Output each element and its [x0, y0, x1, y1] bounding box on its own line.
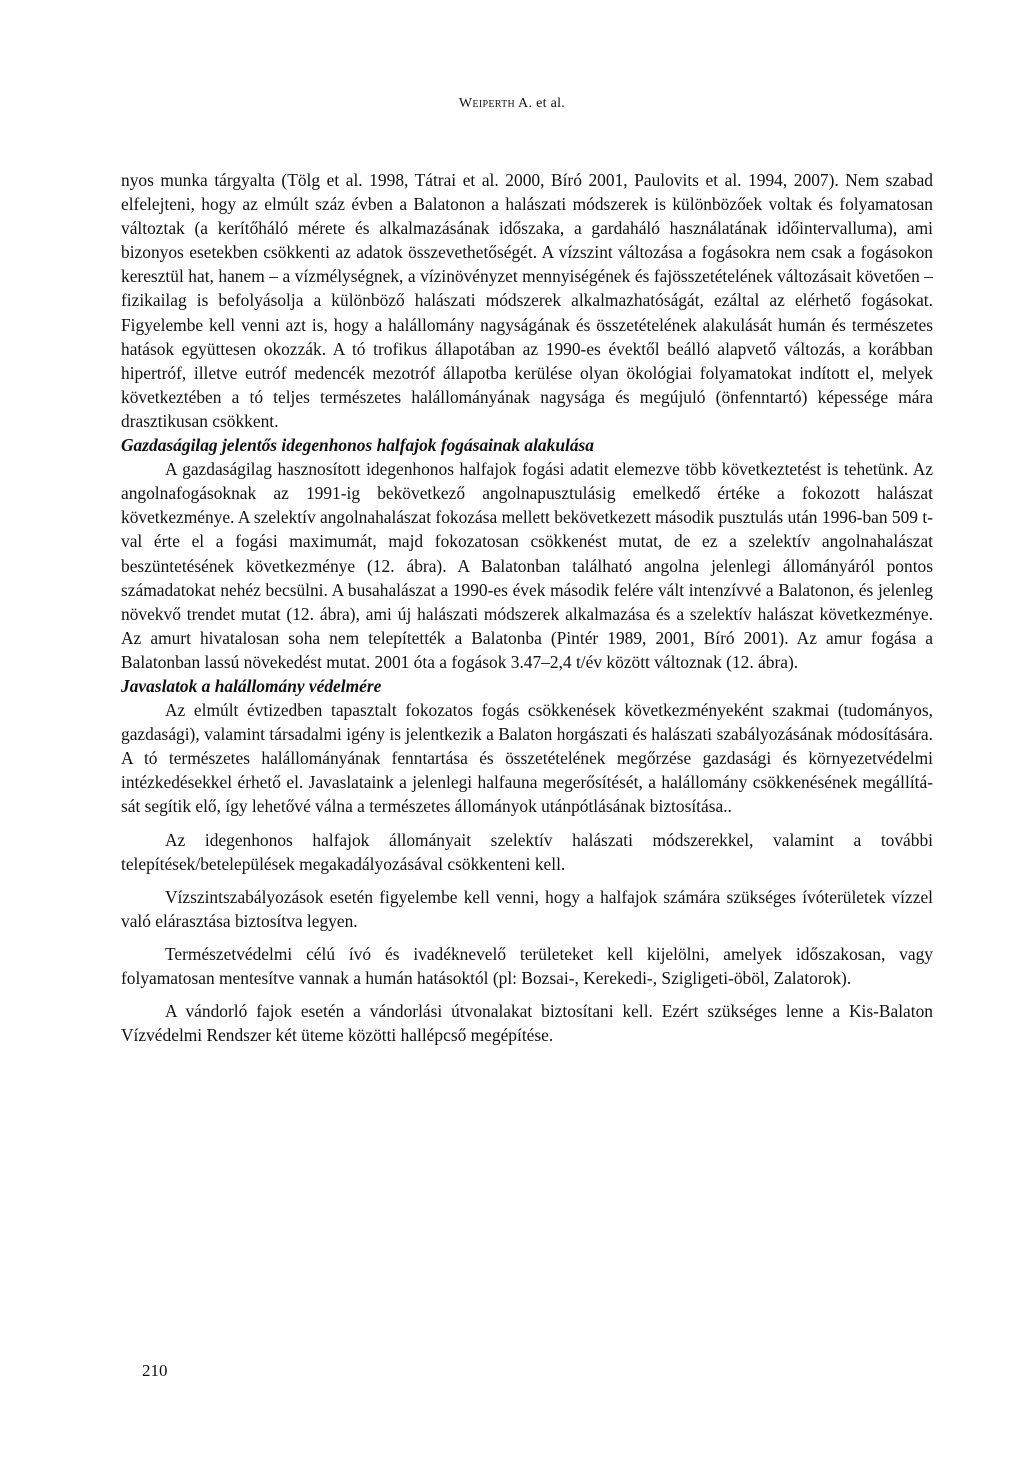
body-text: [121, 168, 933, 1047]
paragraph-6: Természetvédelmi célú ívó és ivadéknevelő területeket kell kijelölni, amelyek időszakosan, vagy folyamatosan mentesítve vannak a humán hatásoktól (pl: Bozsai-, Kerekedi-, Szigligeti-öböl, Zalatorok).: [121, 943, 933, 988]
running-head-author: Weiperth: [458, 96, 516, 111]
paragraph-5: Vízszintszabályozások esetén figyelembe kell venni, hogy a halfajok számára szükséges ívóterületek vízzel való elárasztása biztosítva legyen.: [121, 886, 933, 931]
page-number: 210: [142, 1361, 168, 1380]
paragraph-3: Az elmúlt évtizedben tapasztalt fokozatos fogás csökkenések következményeként szakmai (tudományos, gazdasági), valamint társadalmi igény is jelentkezik a Balaton horgászati és halászati szabályozásának módosítására. A tó természetes halállományának fenntartása és összetételének megőrzése gazdasági és környezetvédelmi intézkedésekkel érhető el. Javaslataink a jelenlegi halfauna megerősítését, a halállomány csökkenésének megállítását segítik elő, így lehetővé válna a természetes állományok utánpótlásának biztosítása..: [121, 700, 933, 817]
paragraph-1: nyos munka tárgyalta (Tölg et al. 1998, Tátrai et al. 2000, Bíró 2001, Paulovits et al. 1994, 2007). Nem szabad elfelejteni, hogy az elmúlt száz évben a Balatonon a halászati módszerek is különbözőek voltak és folyamatosan változtak (a kerítőháló mérete és alkalmazásának időszaka, a gardaháló használatának időintervalluma), ami bizonyos esetekben csökkenti az adatok összevethetőségét. A vízszint változása a fogásokra nem csak a fogásokon keresztül hat, hanem – a vízmélységnek, a vízinövényzet mennyiségének és fajösszetételének változásait követően – fizikailag is befolyásolja a különböző halászati módszerek alkalmazhatóságát, ezáltal az elérhető fogásokat. Figyelembe kell venni azt is, hogy a halállomány nagyságának és összetételének alakulását humán és természetes hatások együttesen okozzák. A tó trofikus állapotában az 1990-es évektől beálló alapvető változás, a korábban hipertróf, illetve eutróf medencék mezotróf állapotba kerülése olyan ökológiai folyamatokat indított el, melyek következtében a tó teljes természetes halállományának nagysága és megújuló (önfenntartó) képessége mára drasztikusan csökkent.: [121, 170, 933, 431]
running-head-rest: A. et al.: [515, 96, 566, 111]
paragraph-2: A gazdaságilag hasznosított idegenhonos halfajok fogási adatit elemezve több következtetést is tehetünk. Az angolnafogásoknak az 1991-ig bekövetkező angolnapusztulásig emelkedő értéke a fokozott halászat következménye. A szelektív angolnahalászat fokozása mellett bekövetkezett második pusztulás után 1996-ban 509 t-val érte el a fogási maximumát, majd fokozatosan csökkenést mutat, de ez a szelektív angolnahalászat beszüntetésének következménye (12. ábra). A Balatonban található angolna jelenlegi állományáról pontos számadatokat nehéz becsülni. A busahalászat a 1990-es évek második felére vált intenzívvé a Balatonon, és jelenleg növekvő trendet mutat (12. ábra), ami új halászati módszerek alkalmazása és a szelektív halászat következménye. Az amurt hivatalosan soha nem telepítették a Balatonba (Pintér 1989, 2001, Bíró 2001). Az amur fogása a Balatonban lassú növekedést mutat. 2001 óta a fogások 3.47–2,4 t/év között változnak (12. ábra).: [121, 459, 933, 672]
section-heading-fish-catch: Gazdaságilag jelentős idegenhonos halfajok fogásainak alakulása: [121, 435, 594, 456]
running-head: [0, 96, 1024, 112]
paragraph-7: A vándorló fajok esetén a vándorlási útvonalakat biztosítani kell. Ezért szükséges lenne a Kis-Balaton Vízvédelmi Rendszer két üteme közötti hallépcső megépítése.: [121, 1001, 933, 1046]
section-heading-protection: Javaslatok a halállomány védelmére: [121, 675, 382, 696]
paragraph-4: Az idegenhonos halfajok állományait szelektív halászati módszerekkel, valamint a további telepítések/betelepülések megakadályozásával csökkenteni kell.: [121, 829, 933, 874]
